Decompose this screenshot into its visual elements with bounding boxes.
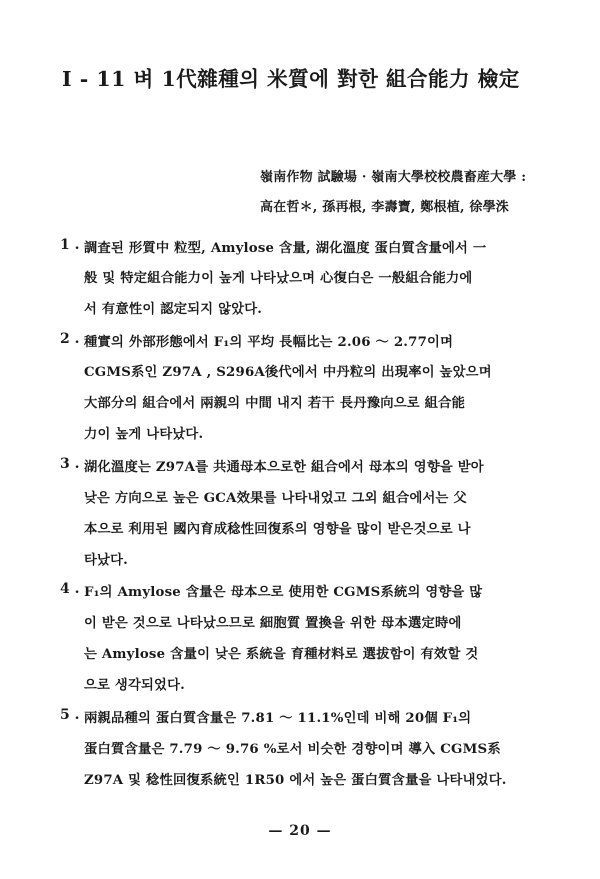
item-line: F₁의 Amylose 含量은 母本으로 使用한 CGMS系統의 영향을 많 (84, 585, 483, 600)
item-line: 으로 생각되었다. (84, 678, 185, 693)
item-line: Z97A 및 稔性回復系統인 1R50 에서 높은 蛋白質含量을 나타내었다. (84, 773, 507, 788)
affiliation-authors: 高在哲＊, 孫再根, 李壽寶, 鄭根植, 徐學洙 (260, 200, 510, 215)
item-number: 4 . (60, 581, 80, 597)
item-line: 種實의 外部形態에서 F₁의 平均 長幅比는 2.06 ～ 2.77이며 (84, 335, 454, 350)
item-line: 서 有意性이 認定되지 않았다. (84, 302, 263, 317)
item-line: 이 받은 것으로 나타났으므로 細胞質 置換을 위한 母本選定時에 (84, 616, 462, 631)
item-line: 낮은 方向으로 높은 GCA效果를 나타내었고 그외 組合에서는 父 (84, 491, 467, 506)
item-line: 는 Amylose 含量이 낮은 系統을 育種材料로 選拔함이 有效할 것 (84, 647, 479, 662)
item-line: 調査된 形質中 粒型, Amylose 含量, 湖化溫度 蛋白質含量에서 一 (84, 241, 487, 256)
affiliation-institutions: 嶺南作物 試驗場 · 嶺南大學校校農畜産大學 : (260, 170, 527, 185)
item-line: 兩親品種의 蛋白質含量은 7.81 ～ 11.1%인데 비해 20個 F₁의 (84, 711, 472, 726)
item-line: 力이 높게 나타났다. (84, 427, 204, 442)
item-line: 大部分의 組合에서 兩親의 中間 내지 若干 長丹豫向으로 組合能 (84, 396, 466, 411)
page-title: Ⅰ - 11 벼 1代雜種의 米質에 對한 組合能力 檢定 (62, 67, 520, 91)
page-number: — 20 — (268, 823, 332, 839)
item-line: 蛋白質含量은 7.79 ～ 9.76 %로서 비슷한 경향이며 導入 CGMS系 (84, 742, 501, 757)
item-number: 1 . (60, 237, 80, 253)
item-line: CGMS系인 Z97A , S296A後代에서 中丹粒의 出現率이 높았으며 (84, 365, 492, 380)
item-number: 3 . (60, 456, 80, 472)
item-line: 般 및 特定組合能力이 높게 나타났으며 心復白은 一般組合能力에 (84, 271, 473, 286)
item-line: 타났다. (84, 553, 128, 568)
item-line: 本으로 利用된 國內育成稔性回復系의 영향을 많이 받은것으로 나 (84, 522, 471, 537)
item-number: 2 . (60, 331, 80, 347)
item-number: 5 . (60, 707, 80, 723)
item-line: 湖化溫度는 Z97A를 共通母本으로한 組合에서 母本의 영향을 받아 (84, 460, 484, 475)
